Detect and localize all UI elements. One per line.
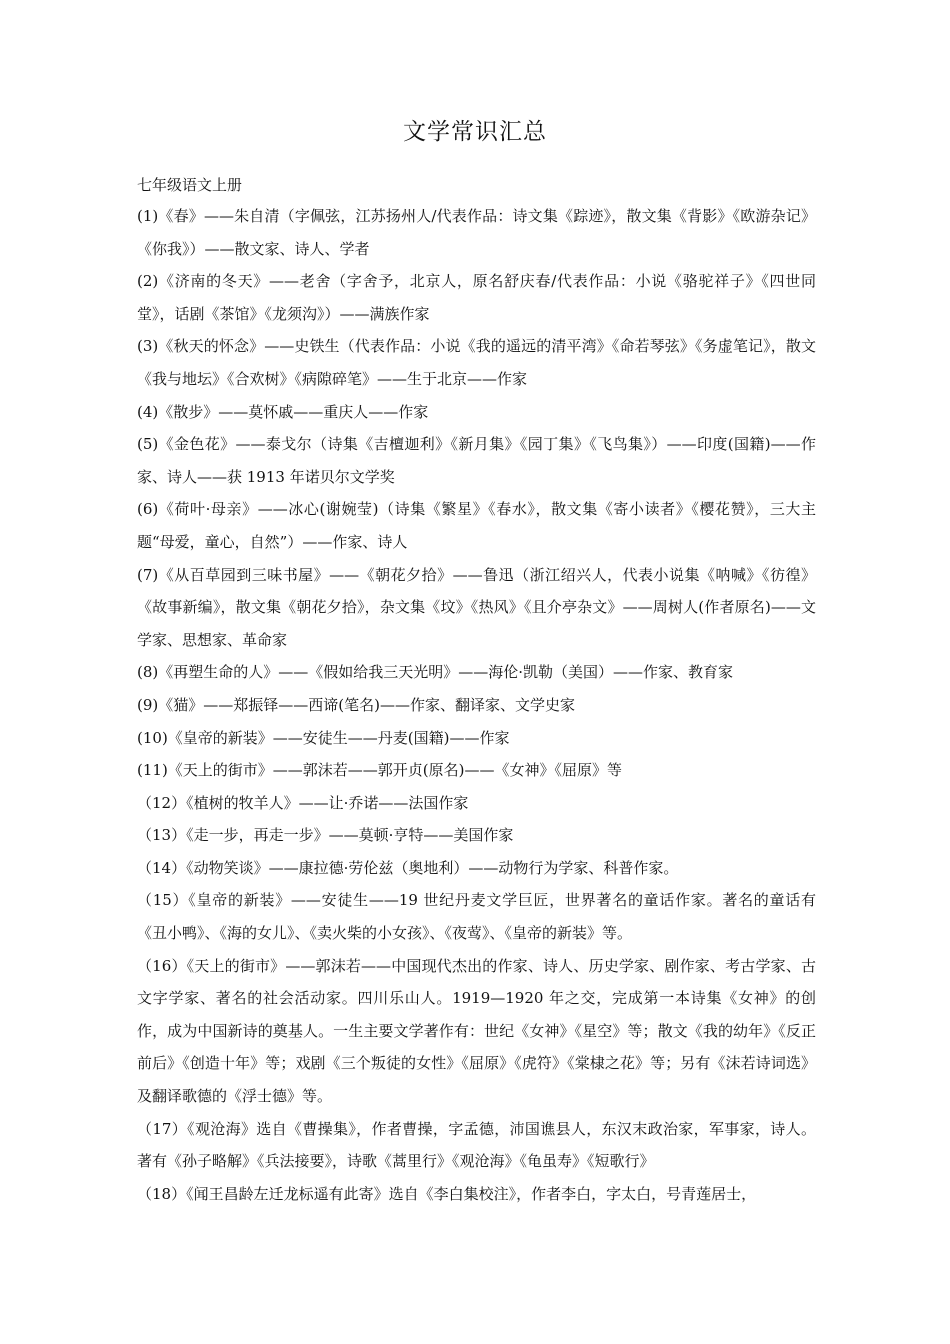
- entry-2: [137, 265, 816, 330]
- entry-text: 《观沧海》选自《曹操集》，作者曹操，字孟德，沛国谯县人，东汉末政治家，军事家，诗人。著有《孙子略解》《兵法接要》，诗歌《蒿里行》《观沧海》《龟虽寿》《短歌行》: [137, 1119, 816, 1171]
- entry-text: 《荷叶·母亲》——冰心(谢婉莹)（诗集《繁星》《春水》，散文集《寄小读者》《樱花赞》，三大主题“母爱，童心，自然”）——作家、诗人: [137, 500, 816, 551]
- entry-5: [137, 428, 816, 493]
- entry-text: 《猫》——郑振铎——西谛(笔名)——作家、翻译家、文学史家: [158, 695, 575, 714]
- entry-text: 《闻王昌龄左迁龙标遥有此寄》选自《李白集校注》，作者李白，字太白，号青莲居士，: [186, 1184, 757, 1203]
- entry-6: [137, 493, 816, 558]
- entry-number: (10): [137, 728, 168, 747]
- entry-number: (11): [137, 761, 168, 780]
- entry-4: [137, 396, 816, 429]
- entry-number: (8): [137, 663, 159, 682]
- entry-7: [137, 559, 816, 657]
- entry-text: 《再塑生命的人》——《假如给我三天光明》——海伦·凯勒（美国）——作家、教育家: [158, 663, 734, 682]
- entry-number: (6): [137, 500, 159, 519]
- entry-text: 《植树的牧羊人》——让·乔诺——法国作家: [186, 793, 469, 812]
- entry-text: 《皇帝的新装》——安徒生——19 世纪丹麦文学巨匠，世界著名的童话作家。著名的童话有《丑小鸭》、《海的女儿》、《卖火柴的小女孩》、《夜莺》、《皇帝的新装》等。: [137, 891, 817, 943]
- entry-number: （18）: [137, 1184, 187, 1203]
- entry-text: 《从百草园到三味书屋》——《朝花夕拾》——鲁迅（浙江绍兴人，代表小说集《呐喊》《彷徨》《故事新编》，散文集《朝花夕拾》，杂文集《坟》《热风》《且介亭杂文》——周树人(作者原名)——文学家、思想家、革命家: [137, 565, 816, 649]
- entry-number: （13）: [137, 826, 187, 845]
- entry-text: 《天上的街市》——郭沫若——中国现代杰出的作家、诗人、历史学家、剧作家、考古学家、古文字学家、著名的社会活动家。四川乐山人。1919—1920 年之交，完成第一本诗集《女神》的创作，成为中国新诗的奠基人。一生主要文学著作有：世纪《女神》《星空》等；散文《我的幼年》《反正前后》《创造十年》等；戏剧《三个叛徒的女性》《屈原》《虎符》《棠棣之花》等；另有《沫若诗词选》及翻译歌德的《浮士德》等。: [137, 956, 816, 1106]
- entry-3: [137, 330, 816, 395]
- entry-9: [137, 689, 816, 722]
- entry-14: [137, 852, 816, 885]
- entry-text: 《春》——朱自清（字佩弦，江苏扬州人/代表作品：诗文集《踪迹》，散文集《背影》《欧游杂记》《你我》）——散文家、诗人、学者: [137, 207, 816, 258]
- entry-15: [137, 884, 816, 949]
- entry-17: [137, 1113, 816, 1178]
- entry-text: 《秋天的怀念》——史铁生（代表作品：小说《我的遥远的清平湾》《命若琴弦》《务虚笔记》，散文《我与地坛》《合欢树》《病隙碎笔》——生于北京——作家: [137, 337, 816, 388]
- entry-list: [137, 200, 816, 1210]
- entry-text: 《动物笑谈》——康拉德·劳伦兹（奥地利）——动物行为学家、科普作家。: [186, 858, 679, 877]
- entry-number: (4): [137, 402, 159, 421]
- entry-number: (5): [137, 435, 159, 454]
- entry-text: 《散步》——莫怀戚——重庆人——作家: [158, 402, 429, 421]
- entry-number: （16）: [137, 956, 187, 975]
- entry-1: [137, 200, 816, 265]
- entry-text: 《金色花》——泰戈尔（诗集《吉檀迦利》《新月集》《园丁集》《飞鸟集》）——印度(国籍)——作家、诗人——获 1913 年诺贝尔文学奖: [137, 435, 816, 486]
- entry-number: (2): [137, 272, 159, 291]
- entry-number: （15）: [137, 891, 189, 910]
- entry-16: [137, 950, 816, 1113]
- entry-10: [137, 722, 816, 755]
- entry-number: （12）: [137, 793, 187, 812]
- entry-number: (3): [137, 337, 159, 356]
- entry-number: (9): [137, 695, 159, 714]
- entry-11: [137, 754, 816, 787]
- section-heading: 七年级语文上册: [137, 176, 243, 194]
- entry-18: [137, 1178, 816, 1211]
- entry-number: (1): [137, 207, 159, 225]
- entry-text: 《天上的街市》——郭沫若——郭开贞(原名)——《女神》《屈原》等: [167, 761, 623, 780]
- entry-text: 《济南的冬天》——老舍（字舍予，北京人，原名舒庆春/代表作品：小说《骆驼祥子》《四世同堂》，话剧《茶馆》《龙须沟》）——满族作家: [137, 272, 816, 323]
- entry-number: （14）: [137, 858, 187, 877]
- entry-text: 《皇帝的新装》——安徒生——丹麦(国籍)——作家: [167, 728, 510, 747]
- entry-text: 《走一步，再走一步》——莫顿·亨特——美国作家: [186, 826, 514, 845]
- entry-number: （17）: [137, 1119, 188, 1138]
- entry-8: [137, 656, 816, 689]
- entry-13: [137, 819, 816, 852]
- entry-12: [137, 787, 816, 820]
- entry-number: (7): [137, 565, 159, 584]
- document-title: 文学常识汇总: [403, 119, 547, 145]
